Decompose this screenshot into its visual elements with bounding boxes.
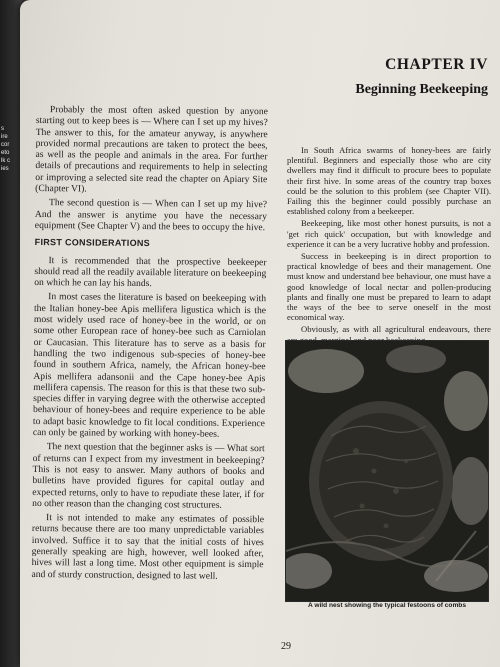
paragraph: It is not intended to make any estimates of possible returns because there are too many unpredictable variables involved. Suffice it to say that the initial costs of hives generally speaking are high, however, well looked after, hives will last a long time. Most other equipment is simple and of sturdy construction, designed to last well. xyxy=(31,512,265,582)
chapter-number: CHAPTER IV xyxy=(385,56,488,73)
paragraph: Beekeeping, like most other honest pursuits, is not a 'get rich quick' occupation, but with knowledge and experience it can be a very lucrative hobby and profession. xyxy=(287,218,491,249)
paragraph: In South Africa swarms of honey-bees are fairly plentiful. Beginners and especially those who are city dwellers may find it difficult to procure bees to populate their first hive. In some areas of the country trap boxes could be the solution to this problem (see Chapter VII). Failing this the beginner could possibly purchase an established colony from a beekeeper. xyxy=(287,145,491,217)
paragraph: Success in beekeeping is in direct proportion to practical knowledge of bees and their management. One must know and understand bee behaviour, one must have a good knowledge of local nectar and pollen-producing plants and finally one must be prepared to learn to adapt the ways of the bee to serve oneself in the most economical way. xyxy=(287,251,491,323)
chapter-title: Beginning Beekeeping xyxy=(355,82,488,97)
left-text-column xyxy=(31,104,268,585)
wild-nest-photograph xyxy=(285,340,489,602)
book-page xyxy=(20,0,500,667)
page-number: 29 xyxy=(281,641,291,652)
paragraph: Obviously, as with all agricultural endeavours, there xyxy=(301,324,491,335)
paragraph: The second question is — When can I set up my hive? And the answer is anytime you have the necessary equipment (See Chapter V) and the bees to occupy the hive. xyxy=(34,197,268,234)
paragraph: It is recommended that the prospective beekeeper should read all the readily available literature on beekeeping on which he can lay his hands. xyxy=(34,254,267,290)
paragraph: Probably the most often asked question by anyone starting out to keep bees is — Where can I set up my hives? The answer to this, for the amateur anyway, is anywhere provided normal precautions are taken to protect the bees, as well as the people and animals in the area. For further details of precautions and requirements to help in selecting or improving a selected site read the chapter on Apiary Site (Chapter VI). xyxy=(35,104,268,195)
figure-caption: A wild nest showing the typical festoons of combs xyxy=(307,602,467,609)
section-heading: FIRST CONSIDERATIONS xyxy=(34,237,151,249)
adjacent-page-edge xyxy=(0,0,22,667)
right-text-column xyxy=(287,145,491,347)
paragraph: The next question that the beginner asks is — What sort of returns can I expect from my investment in beekeeping? This is not easy to answer. Many authors of books and bulletins have provided figures for capital outlay and expected returns, only to have to repudiate these later, if for no other reason than the changing cost structures. xyxy=(32,441,265,511)
paragraph: In most cases the literature is based on beekeeping with the Italian honey-bee Apis mellifera ligustica which is the most widely used race of honey-bee in the world, or on some other European race of honey-bee such as Carniolan or Caucasian. This literature has to serve as a basis for handling the two indigenous sub-species of honey-bee found in southern Africa, namely, the African honey-bee Apis mellifera adansonii and the Cape honey-bee Apis mellifera capensis. The reason for this is that these two sub-species differ in varying degree with the otherwise accepted behaviour of honey-bees and require experience to be able to adapt basic knowledge to fit local conditions. Experience can only be gained by working with honey-bees. xyxy=(32,291,267,440)
adjacent-page-text-fragment: s ire cor eto lk c ies xyxy=(1,126,10,172)
